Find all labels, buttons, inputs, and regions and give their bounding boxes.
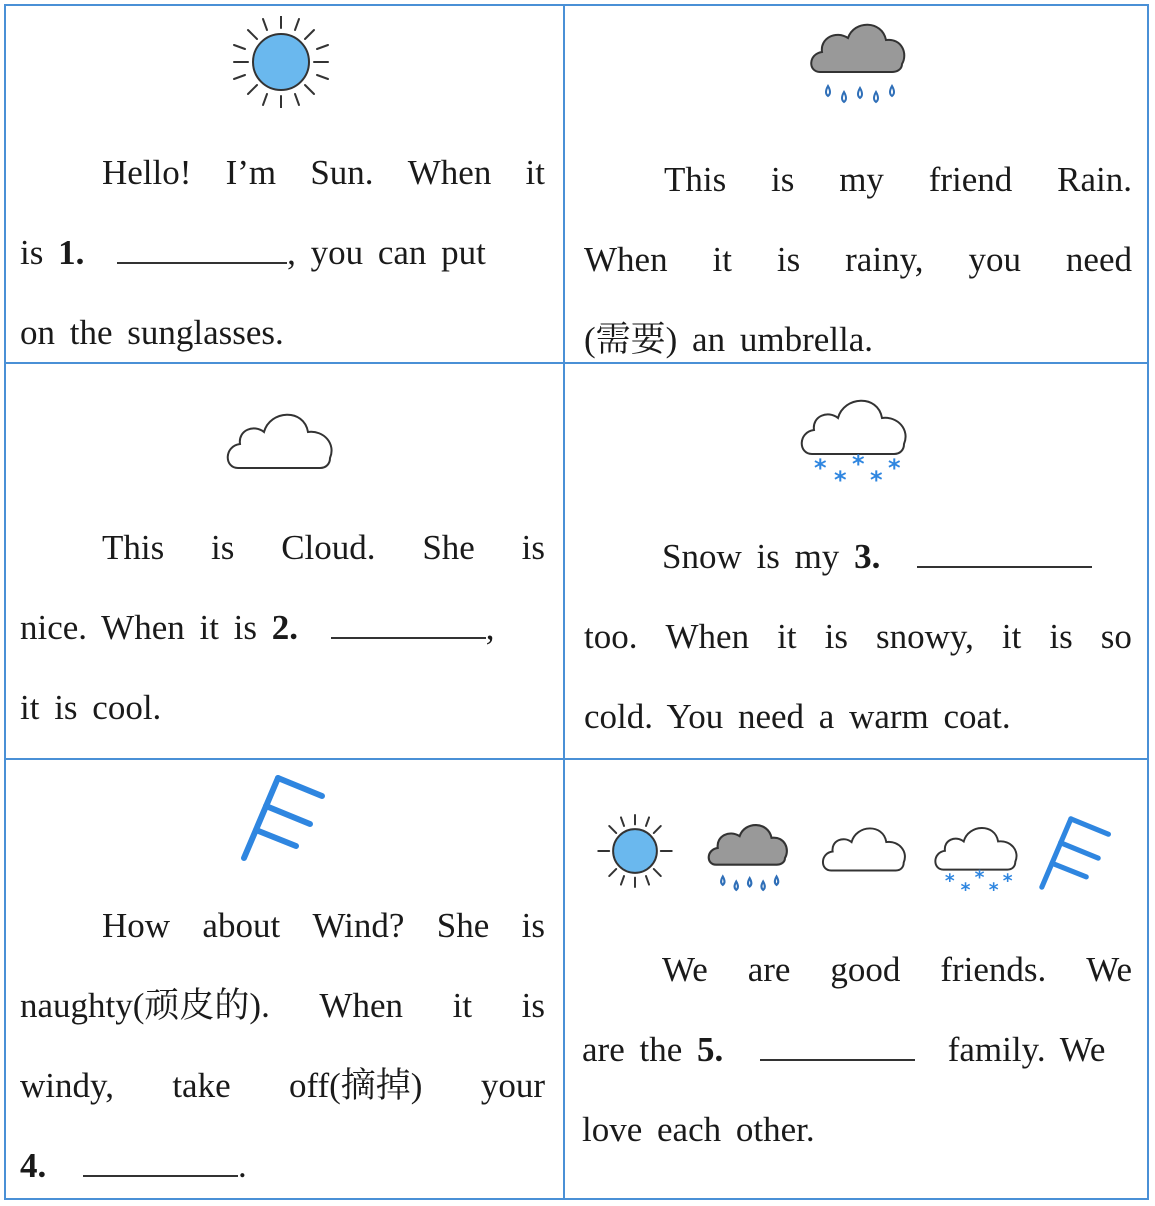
family-line-3: love each other.: [582, 1110, 815, 1149]
rain-line-2: When it is rainy, you need: [584, 240, 1132, 279]
svg-text:*: *: [814, 454, 827, 482]
svg-text:*: *: [852, 450, 865, 478]
rain-line-3: (需要) an umbrella.: [584, 320, 873, 359]
cloud-paragraph: [20, 508, 545, 748]
wind-line-4: 4. .: [20, 1146, 247, 1185]
family-wind-icon: [1036, 812, 1116, 894]
family-sun-icon: [592, 812, 678, 890]
rain-cloud-icon: [806, 14, 910, 114]
family-paragraph: [582, 930, 1132, 1170]
cloud-line-3: it is cool.: [20, 688, 162, 727]
answer-blank-1[interactable]: [117, 234, 287, 264]
rain-line-1: This is my friend Rain.: [664, 160, 1132, 199]
wind-line-2: naughty(顽皮的). When it is: [20, 986, 545, 1025]
sun-line-2: is 1. , you can put: [20, 233, 486, 272]
wind-line-3: windy, take off(摘掉) your: [20, 1066, 545, 1105]
wind-paragraph: [20, 886, 545, 1206]
snow-cloud-icon: [798, 388, 912, 498]
answer-blank-2[interactable]: [331, 609, 486, 639]
blank-number-1: 1.: [58, 233, 85, 272]
cloud-icon: [224, 402, 338, 472]
snow-line-3: cold. You need a warm coat.: [584, 697, 1011, 736]
answer-blank-3[interactable]: [917, 538, 1092, 568]
family-line-1: We are good friends. We: [662, 950, 1132, 989]
family-rain-cloud-icon: [704, 816, 792, 900]
blank-number-2: 2.: [271, 608, 299, 647]
wind-icon: [238, 770, 330, 866]
svg-text:*: *: [974, 867, 985, 889]
family-snow-cloud-icon: [932, 818, 1022, 904]
cloud-line-2: nice. When it is 2. ,: [20, 608, 495, 647]
cloud-line-1: This is Cloud. She is: [102, 528, 545, 567]
grid-divider-row2: [4, 758, 1149, 760]
sun-icon: [226, 16, 336, 108]
family-line-2: are the 5. family. We: [582, 1030, 1106, 1069]
answer-blank-5[interactable]: [760, 1031, 915, 1061]
blank-number-4: 4.: [20, 1146, 47, 1185]
svg-text:*: *: [870, 466, 883, 494]
wind-line-1: How about Wind? She is: [102, 906, 545, 945]
svg-text:*: *: [944, 870, 955, 892]
svg-text:*: *: [1002, 870, 1013, 892]
blank-number-3: 3.: [854, 537, 881, 576]
family-cloud-icon: [820, 818, 910, 874]
sun-paragraph: [20, 133, 545, 373]
svg-text:*: *: [988, 880, 999, 902]
answer-blank-4[interactable]: [83, 1147, 238, 1177]
svg-text:*: *: [834, 466, 847, 494]
sun-line-3: on the sunglasses.: [20, 313, 284, 352]
grid-divider-vertical: [563, 4, 565, 1200]
snow-paragraph: [584, 517, 1132, 757]
rain-paragraph: [584, 140, 1132, 380]
blank-number-5: 5.: [696, 1030, 724, 1069]
svg-text:*: *: [960, 880, 971, 902]
snow-line-1: Snow is my 3.: [584, 517, 1132, 597]
sun-line-1: Hello! I’m Sun. When it: [102, 153, 545, 192]
svg-text:*: *: [888, 454, 901, 482]
snow-line-2: too. When it is snowy, it is so: [584, 617, 1132, 656]
